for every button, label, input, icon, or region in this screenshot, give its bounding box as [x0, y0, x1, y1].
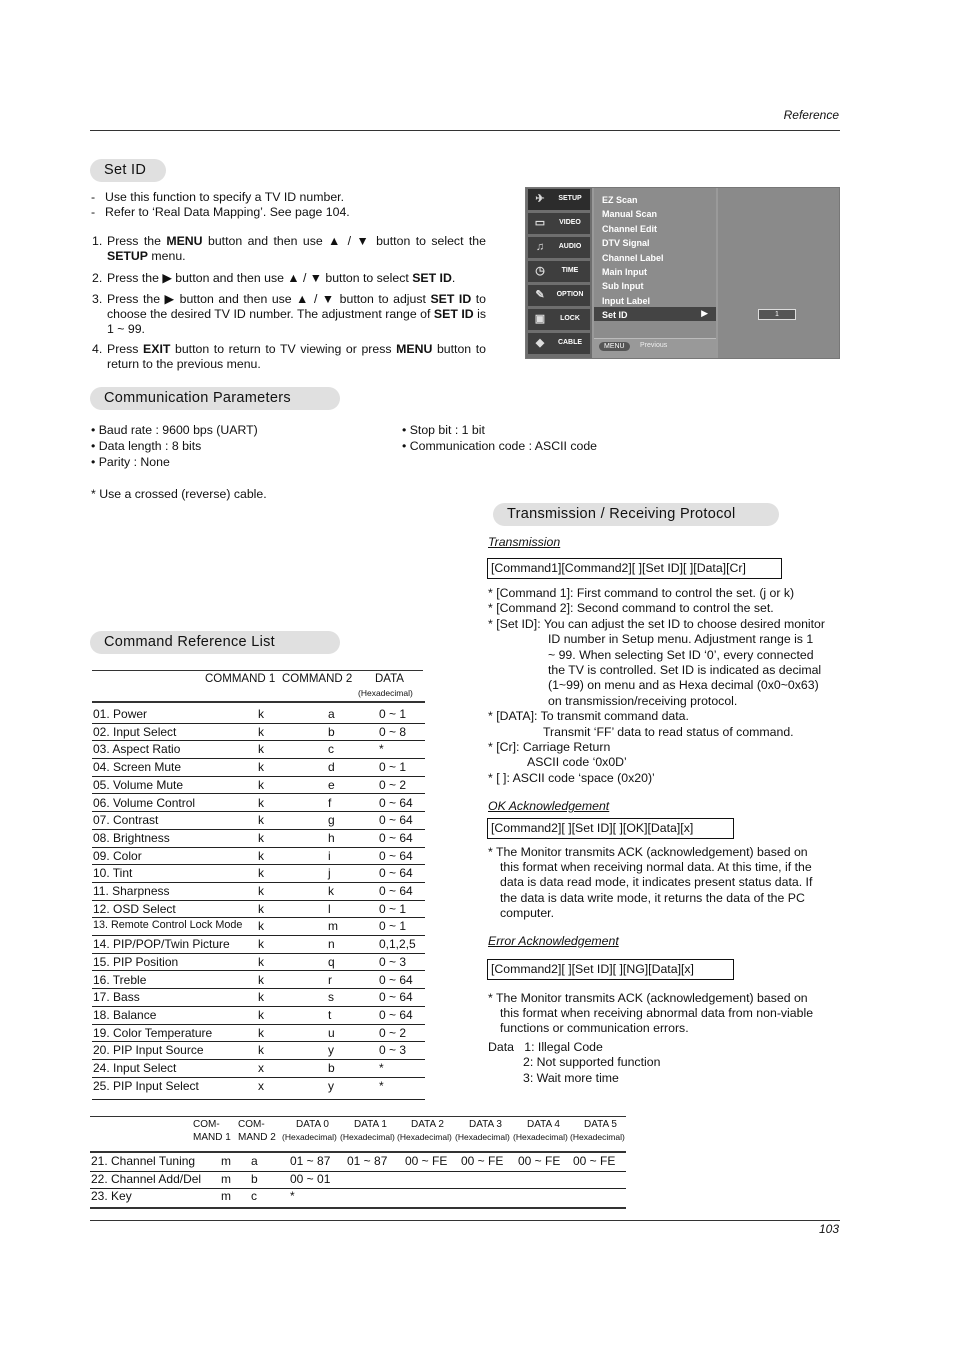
data-code: 3: Wait more time: [523, 1070, 619, 1085]
osd-setup-menu: [525, 187, 840, 359]
data-range: *: [379, 1061, 384, 1075]
command-code: y: [328, 1078, 334, 1093]
cmd-ref-heading: Command Reference List: [90, 631, 340, 654]
command-code: a: [328, 707, 335, 721]
command-code: y: [328, 1043, 334, 1058]
protocol-note: * [ ]: ASCII code ‘space (0x20)’: [488, 770, 655, 785]
data-range: 00 ~ FE: [518, 1154, 561, 1168]
padlock-icon: ▣: [534, 313, 546, 325]
comm-params-heading: Communication Parameters: [90, 387, 340, 410]
command-name: 22. Channel Add/Del: [91, 1171, 202, 1186]
command-name: 11. Sharpness: [93, 884, 170, 898]
table-row: [92, 1041, 425, 1060]
bullet-text: Use this function to specify a TV ID number.: [105, 190, 344, 204]
error-ack-format-box: [Command2][ ][Set ID][ ][NG][Data][x]: [487, 959, 734, 980]
command-name: 04. Screen Mute: [93, 760, 182, 775]
note-line: the data is data write mode, it returns the data of the PC: [500, 890, 805, 905]
comm-param: • Communication code : ASCII code: [402, 439, 598, 453]
error-ack-label: Error Acknowledgement: [488, 934, 619, 948]
osd-sidebar-label: AUDIO: [558, 243, 582, 250]
command-code: k: [258, 795, 264, 810]
command-name: 20. PIP Input Source: [93, 1043, 204, 1058]
command-name: 13. Remote Control Lock Mode: [93, 919, 243, 932]
osd-sidebar-label: VIDEO: [559, 219, 581, 226]
wide-col-header-sub: (Hexadecimal): [340, 1132, 395, 1142]
protocol-heading: Transmission / Receiving Protocol: [493, 503, 779, 526]
data-range: *: [379, 742, 384, 757]
wide-col-header: DATA 5: [584, 1119, 617, 1130]
data-range: 00 ~ FE: [405, 1154, 448, 1168]
data-range: 0 ~ 64: [379, 813, 413, 828]
data-range: 0 ~ 64: [379, 848, 413, 863]
data-range: 0 ~ 64: [379, 972, 413, 987]
command-code: r: [328, 972, 332, 987]
step-keyword: MENU: [166, 234, 203, 248]
wide-col-header-sub: (Hexadecimal): [513, 1132, 568, 1142]
transmission-format-box: [Command1][Command2][ ][Set ID][ ][Data][Cr]: [487, 558, 782, 579]
table-row: [92, 988, 425, 1007]
command-code: i: [328, 848, 331, 863]
protocol-note: * [Set ID]: You can adjust the set ID to choose desired monitor: [488, 616, 825, 631]
transmission-label: Transmission: [488, 535, 561, 549]
command-code: x: [258, 1061, 264, 1075]
step-text-part: Press: [107, 342, 144, 356]
table-row: [90, 1188, 626, 1206]
table-row: [92, 758, 425, 777]
osd-footer-text: Previous: [640, 342, 668, 349]
set-id-step: [92, 342, 486, 372]
tv-screen-icon: ▭: [534, 217, 546, 229]
command-code: k: [258, 954, 264, 969]
command-name: 05. Volume Mute: [93, 777, 184, 792]
osd-menu-list: [594, 188, 716, 358]
note-line: this format when receiving abnormal data from non-viable: [500, 1006, 814, 1021]
osd-sidebar: [526, 188, 592, 358]
step-text: [107, 271, 486, 286]
protocol-note: * [Command 1]: First command to control the set. (j or k): [488, 586, 795, 600]
command-name: 03. Aspect Ratio: [93, 742, 181, 757]
osd-footer: [594, 338, 716, 358]
step-text-part: button to return to TV viewing or press: [170, 342, 397, 356]
data-range: 01 ~ 87: [347, 1154, 388, 1168]
command-code: d: [328, 760, 335, 775]
step-number: 4.: [92, 342, 103, 356]
table-row: [92, 1006, 425, 1025]
command-code: b: [328, 724, 335, 739]
cmd-table-top-rule: [92, 670, 423, 671]
command-code: h: [328, 830, 335, 845]
data-range: 0 ~ 3: [379, 1043, 407, 1058]
command-code: k: [258, 848, 264, 863]
table-row: [92, 882, 425, 901]
protocol-note-line: ~ 99. When selecting Set ID ‘0’, every connected: [548, 647, 814, 662]
command-code: e: [328, 777, 335, 792]
table-row: [92, 794, 425, 813]
command-code: k: [258, 742, 264, 757]
table-row: [92, 705, 425, 724]
command-name: 25. PIP Input Select: [93, 1078, 199, 1093]
command-code: c: [251, 1189, 257, 1204]
command-code: a: [251, 1154, 258, 1168]
step-keyword: SET ID: [412, 271, 452, 285]
comm-param: • Stop bit : 1 bit: [402, 423, 485, 437]
col-header-data: DATA: [375, 673, 404, 685]
wide-col-header-sub: MAND 2: [238, 1132, 276, 1143]
data-range: 0 ~ 64: [379, 866, 413, 881]
command-code: j: [328, 866, 331, 881]
data-range: *: [290, 1189, 295, 1204]
command-code: k: [258, 990, 264, 1005]
protocol-note-line: (1~99) on menu and as Hexa decimal (0x0~0x63): [548, 678, 819, 693]
command-name: 24. Input Select: [93, 1061, 177, 1075]
command-code: k: [258, 972, 264, 987]
osd-menu-button: MENU: [599, 342, 630, 351]
table-row: [92, 740, 425, 759]
step-text-part: Press the ▶ button and then use ▲ / ▼ button to adjust: [107, 292, 431, 306]
table-row: [92, 953, 425, 972]
note-line: * The Monitor transmits ACK (acknowledgement) based on: [488, 845, 808, 859]
data-code: Data 1: Illegal Code: [488, 1040, 603, 1054]
data-range: 00 ~ FE: [573, 1154, 616, 1168]
step-keyword: EXIT: [143, 342, 171, 356]
step-text: [107, 234, 486, 264]
data-range: 0 ~ 1: [379, 901, 407, 916]
wide-col-header: DATA 4: [527, 1119, 560, 1130]
data-range: 0 ~ 1: [379, 919, 407, 934]
command-code: f: [328, 795, 332, 810]
wide-col-header: DATA 2: [411, 1119, 444, 1130]
protocol-note: * [Command 2]: Second command to control the set.: [488, 601, 774, 616]
command-code: m: [328, 919, 338, 934]
command-code: t: [328, 1007, 332, 1022]
step-number: 2.: [92, 271, 103, 285]
note-line: data is data read mode, it indicates present status data. If: [500, 875, 813, 890]
bullet-text: Refer to ‘Real Data Mapping’. See page 104.: [105, 205, 350, 219]
satellite-dish-icon: ✈: [535, 193, 545, 205]
wide-col-header: DATA 1: [354, 1119, 387, 1130]
data-range: 00 ~ 01: [290, 1171, 331, 1186]
data-range: 0 ~ 64: [379, 795, 413, 810]
cable-plug-icon: ◆: [535, 337, 545, 349]
osd-menu-item: Manual Scan: [602, 209, 658, 220]
osd-sidebar-item: [528, 189, 590, 210]
data-range: 01 ~ 87: [290, 1154, 331, 1168]
set-id-step: [92, 271, 486, 286]
step-number: 1.: [92, 234, 103, 248]
osd-sidebar-label: OPTION: [556, 291, 584, 298]
data-range: 0 ~ 1: [379, 707, 407, 721]
data-range: 0 ~ 1: [379, 760, 407, 775]
table-row: [92, 829, 425, 848]
osd-menu-item: Sub Input: [602, 281, 644, 292]
command-code: m: [221, 1189, 231, 1204]
step-keyword: SETUP: [107, 249, 148, 263]
data-range: 0 ~ 2: [379, 1025, 407, 1040]
note-line: computer.: [500, 905, 554, 920]
protocol-note-line: Transmit ‘FF’ data to read status of command.: [543, 724, 794, 739]
protocol-note-line: ID number in Setup menu. Adjustment range is 1: [548, 632, 814, 647]
command-code: k: [258, 919, 264, 934]
osd-menu-item: Main Input: [602, 267, 647, 277]
command-code: b: [251, 1171, 258, 1186]
command-code: k: [258, 724, 264, 739]
step-text-part: menu.: [148, 249, 186, 263]
footer-rule: [90, 1220, 840, 1221]
data-range: 0 ~ 64: [379, 884, 413, 898]
protocol-note-line: on transmission/receiving protocol.: [548, 693, 738, 708]
wide-col-header-sub: (Hexadecimal): [455, 1132, 510, 1142]
osd-sidebar-label: SETUP: [558, 195, 582, 202]
wide-col-header: COM-: [238, 1119, 265, 1130]
data-range: 0 ~ 64: [379, 1007, 413, 1022]
header-rule: [90, 130, 840, 131]
set-id-step: [92, 292, 486, 337]
command-name: 06. Volume Control: [93, 795, 196, 810]
command-code: k: [258, 884, 264, 898]
command-code: k: [258, 901, 264, 916]
step-text-part: button to return to the previous menu.: [107, 342, 487, 371]
command-name: 18. Balance: [93, 1007, 157, 1022]
command-name: 02. Input Select: [93, 724, 177, 739]
note-line: this format when receiving normal data. At this time, if the: [500, 860, 812, 875]
step-text-part: to choose the desired TV ID number. The adjustment range of: [107, 292, 486, 321]
command-name: 09. Color: [93, 848, 142, 863]
osd-sidebar-item: [528, 309, 590, 330]
osd-menu-item: Channel Label: [602, 252, 664, 263]
comm-param: • Data length : 8 bits: [91, 439, 202, 453]
command-code: k: [258, 1025, 264, 1040]
table-row: [90, 1153, 626, 1172]
step-text-part: is 1 ~ 99.: [107, 307, 486, 336]
table-row: [92, 1024, 425, 1043]
protocol-note-line: the TV is controlled. Set ID is indicated as decimal: [548, 663, 822, 677]
osd-menu-item: Channel Edit: [602, 223, 658, 234]
osd-sidebar-item: [528, 333, 590, 354]
data-range: 0 ~ 64: [379, 990, 413, 1005]
table-row: [92, 971, 425, 990]
table-row: [92, 723, 425, 742]
command-code: k: [258, 760, 264, 775]
command-code: n: [328, 937, 335, 952]
command-code: k: [328, 884, 334, 898]
step-text-part: .: [451, 271, 456, 285]
wide-table-top-rule: [90, 1116, 626, 1117]
data-range: 0 ~ 2: [379, 777, 407, 792]
wide-col-header-sub: (Hexadecimal): [282, 1132, 337, 1142]
command-code: k: [258, 707, 264, 721]
command-code: k: [258, 813, 264, 828]
command-name: 15. PIP Position: [93, 954, 179, 969]
data-range: *: [379, 1078, 384, 1093]
running-header: Reference: [783, 108, 839, 122]
command-name: 23. Key: [91, 1189, 132, 1204]
arrow-right-icon: ▶: [701, 308, 708, 318]
note-line: functions or communication errors.: [500, 1021, 689, 1036]
osd-menu-item: DTV Signal: [602, 238, 650, 249]
step-text-part: button and then use ▲ / ▼ button to select the: [202, 234, 486, 248]
command-name: 10. Tint: [93, 866, 133, 881]
step-keyword: SET ID: [430, 292, 472, 306]
set-id-heading: Set ID: [90, 159, 166, 182]
wide-col-header-sub: MAND 1: [193, 1132, 231, 1143]
step-keyword: MENU: [396, 342, 433, 356]
command-code: k: [258, 830, 264, 845]
step-number: 3.: [92, 292, 103, 306]
command-code: k: [258, 777, 264, 792]
osd-sidebar-label: LOCK: [560, 315, 580, 322]
bullet-dash: -: [91, 205, 96, 219]
command-code: k: [258, 866, 264, 881]
comm-param: • Baud rate : 9600 bps (UART): [91, 423, 258, 437]
speaker-icon: ♫: [535, 241, 545, 253]
osd-value-panel: [718, 188, 839, 358]
osd-sidebar-label: CABLE: [557, 339, 583, 346]
data-range: 0 ~ 3: [379, 954, 407, 969]
cmd-table-bottom-rule: [92, 1099, 425, 1100]
page-number: 103: [818, 1222, 839, 1236]
command-name: 16. Treble: [93, 972, 147, 987]
command-code: u: [328, 1025, 335, 1040]
cmd-table-header-rule: [92, 701, 425, 703]
step-keyword: SET ID: [433, 307, 474, 321]
osd-sidebar-label: TIME: [561, 267, 579, 274]
osd-menu-item: EZ Scan: [602, 195, 638, 205]
command-name: 07. Contrast: [93, 813, 159, 828]
table-row: [90, 1171, 626, 1190]
osd-sidebar-item: [528, 285, 590, 306]
data-code: 2: Not supported function: [523, 1055, 661, 1070]
col-header-command1: COMMAND 1: [205, 673, 276, 685]
wide-col-header-sub: (Hexadecimal): [397, 1132, 452, 1142]
ok-ack-format-box: [Command2][ ][Set ID][ ][OK][Data][x]: [487, 818, 734, 839]
bullet-dash: -: [91, 190, 96, 204]
command-name: 12. OSD Select: [93, 901, 176, 916]
command-name: 08. Brightness: [93, 830, 170, 845]
set-id-step: [92, 234, 486, 264]
table-row: [92, 776, 425, 795]
step-text: [107, 342, 486, 372]
command-name: 01. Power: [93, 707, 148, 721]
command-name: 21. Channel Tuning: [91, 1154, 196, 1168]
table-row: [92, 1059, 425, 1078]
step-text-part: Press the ▶ button and then use ▲ / ▼ button to select: [107, 271, 413, 285]
command-name: 14. PIP/POP/Twin Picture: [93, 937, 230, 952]
table-row: [92, 935, 425, 954]
command-name: 19. Color Temperature: [93, 1025, 213, 1040]
command-code: g: [328, 813, 335, 828]
wide-col-header-sub: (Hexadecimal): [570, 1132, 625, 1142]
ok-ack-label: OK Acknowledgement: [488, 799, 610, 813]
table-row: [92, 811, 425, 830]
table-row: [92, 917, 425, 936]
col-header-data-sub: (Hexadecimal): [358, 688, 413, 698]
command-name: 17. Bass: [93, 990, 140, 1005]
osd-sidebar-item: [528, 261, 590, 282]
osd-menu-item: Input Label: [602, 295, 650, 306]
command-code: b: [328, 1061, 335, 1075]
command-code: q: [328, 954, 335, 969]
protocol-note: * [Cr]: Carriage Return: [488, 740, 611, 754]
command-code: m: [221, 1171, 231, 1186]
command-code: m: [221, 1154, 231, 1168]
wide-col-header: COM-: [193, 1119, 220, 1130]
wide-col-header: DATA 0: [296, 1119, 329, 1130]
wide-table-bottom-rule: [90, 1207, 626, 1209]
command-code: l: [328, 901, 331, 916]
protocol-note-line: ASCII code ‘0x0D’: [527, 755, 627, 770]
wrench-icon: ✎: [535, 289, 545, 301]
clock-icon: ◷: [535, 265, 545, 277]
comm-param: • Parity : None: [91, 455, 170, 469]
col-header-command2: COMMAND 2: [282, 673, 353, 685]
data-range: 0,1,2,5: [379, 937, 416, 952]
step-text-part: Press the: [107, 234, 167, 248]
step-text: [107, 292, 486, 337]
command-code: s: [328, 990, 334, 1005]
command-code: k: [258, 1007, 264, 1022]
wide-col-header: DATA 3: [469, 1119, 502, 1130]
table-row: [92, 847, 425, 866]
command-code: k: [258, 1043, 264, 1058]
protocol-note: * [DATA]: To transmit command data.: [488, 709, 689, 724]
data-range: 00 ~ FE: [461, 1154, 504, 1168]
osd-set-id-value: 1: [758, 309, 796, 320]
data-range: 0 ~ 64: [379, 830, 413, 845]
note-line: * The Monitor transmits ACK (acknowledgement) based on: [488, 991, 808, 1005]
table-row: [92, 1077, 425, 1095]
table-row: [92, 900, 425, 919]
command-code: x: [258, 1078, 264, 1093]
command-code: c: [328, 742, 334, 757]
table-row: [92, 864, 425, 883]
osd-menu-item: Set ID: [602, 310, 628, 321]
data-range: 0 ~ 8: [379, 724, 407, 739]
osd-sidebar-item: [528, 237, 590, 258]
command-code: k: [258, 937, 264, 952]
osd-sidebar-item: [528, 213, 590, 234]
cable-note: * Use a crossed (reverse) cable.: [91, 487, 267, 501]
